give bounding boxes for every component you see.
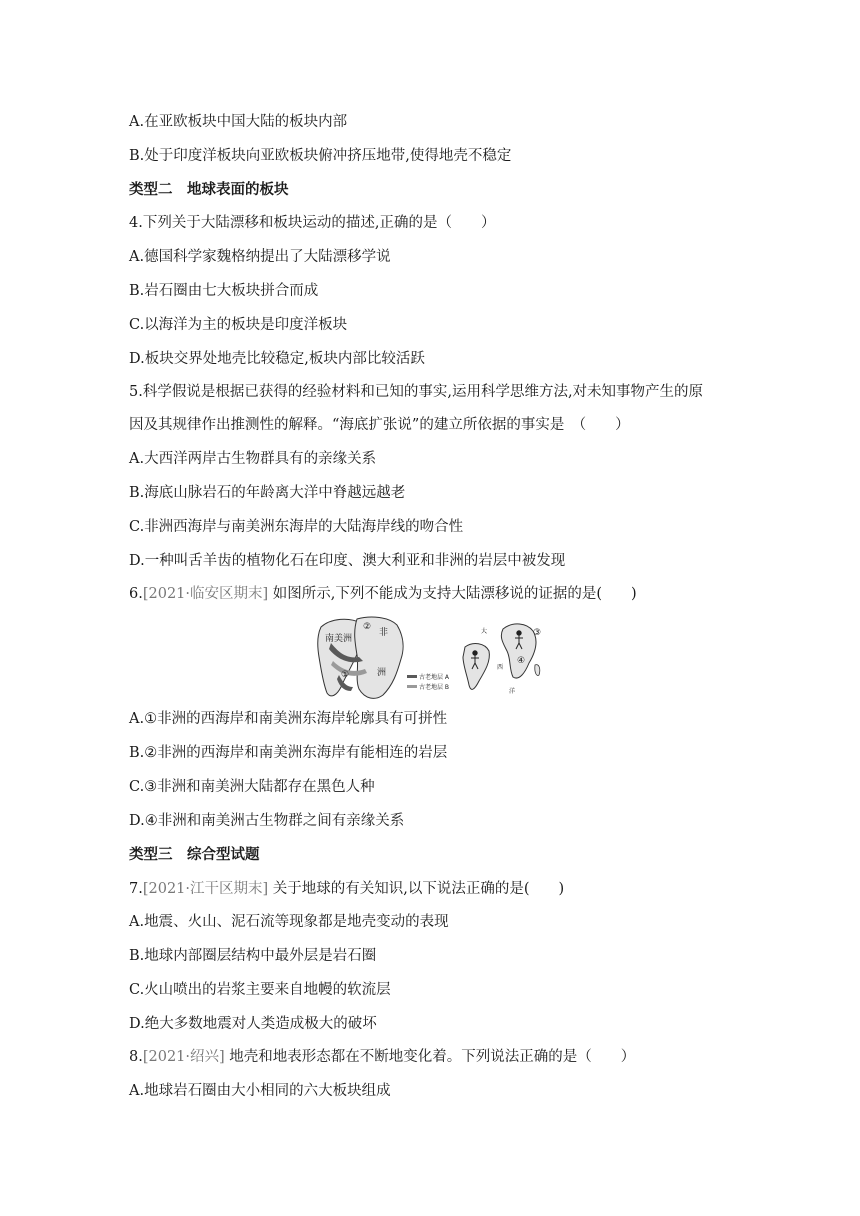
q5-option-d: D.一种叫舌羊齿的植物化石在印度、澳大利亚和非洲的岩层中被发现 (129, 553, 566, 569)
marker-1: ① (341, 670, 350, 680)
fitted-continents-panel (318, 617, 450, 698)
q8-source: [2021·绍兴] (142, 1049, 225, 1065)
label-africa-1: 非 (379, 628, 389, 638)
q4-option-c: C.以海洋为主的板块是印度洋板块 (129, 317, 348, 333)
q4-option-b: B.岩石圈由七大板块拼合而成 (129, 283, 319, 299)
q6-option-d: D.④非洲和南美洲古生物群之间有亲缘关系 (129, 813, 405, 829)
legend-a-label: 古老地层 A (419, 674, 450, 681)
legend-b-label: 古老地层 B (419, 684, 450, 691)
q6-stem (129, 584, 637, 604)
section-3-title: 类型三 综合型试题 (129, 847, 260, 863)
q8-option-a: A.地球岩石圈由大小相同的六大板块组成 (129, 1083, 391, 1099)
q3-option-b: B.处于印度洋板块向亚欧板块俯冲挤压地带,使得地壳不稳定 (129, 148, 512, 164)
madagascar-shape (535, 665, 540, 676)
q7-number: 7. (129, 881, 143, 897)
label-africa-2: 洲 (377, 668, 387, 678)
marker-3: ③ (533, 628, 542, 638)
q8-number: 8. (129, 1049, 143, 1065)
marker-4: ④ (517, 656, 526, 666)
q7-option-a: A.地震、火山、泥石流等现象都是地壳变动的表现 (129, 914, 449, 930)
section-2-title: 类型二 地球表面的板块 (129, 182, 289, 198)
q5-option-c: C.非洲西海岸与南美洲东海岸的大陆海岸线的吻合性 (129, 519, 464, 535)
q7-source: [2021·江干区期末] (142, 881, 269, 897)
q6-option-b: B.②非洲的西海岸和南美洲东海岸有能相连的岩层 (129, 745, 448, 761)
q8-stem (129, 1047, 635, 1067)
q5-option-a: A.大西洋两岸古生物群具有的亲缘关系 (129, 451, 377, 467)
q5-stem-line-1: 5.科学假说是根据已获得的经验材料和已知的事实,运用科学思维方法,对未知事物产生的原 (129, 384, 704, 400)
q6-option-a: A.①非洲的西海岸和南美洲东海岸轮廓具有可拼性 (129, 711, 448, 727)
q7-option-b: B.地球内部圈层结构中最外层是岩石圈 (129, 948, 377, 964)
q6-source: [2021·临安区期末] (142, 586, 269, 602)
q8-stem-text: 地壳和地表形态都在不断地变化着。下列说法正确的是（ ） (224, 1049, 636, 1065)
q3-option-a: A.在亚欧板块中国大陆的板块内部 (129, 114, 348, 130)
label-ocean-3: 洋 (509, 688, 516, 695)
q5-option-b: B.海底山脉岩石的年龄离大洋中脊越远越老 (129, 485, 406, 501)
q6-number: 6. (129, 586, 143, 602)
q7-option-d: D.绝大多数地震对人类造成极大的破坏 (129, 1016, 377, 1032)
continental-drift-map (313, 613, 549, 701)
q6-option-c: C.③非洲和南美洲大陆都存在黑色人种 (129, 779, 375, 795)
q7-option-c: C.火山喷出的岩浆主要来自地幔的软流层 (129, 982, 391, 998)
q6-stem-text: 如图所示,下列不能成为支持大陆漂移说的证据的是( ) (268, 586, 637, 602)
marker-2: ② (363, 622, 372, 632)
q7-stem (129, 879, 564, 899)
q4-option-a: A.德国科学家魏格纳提出了大陆漂移学说 (129, 249, 391, 265)
legend-b-swatch (407, 685, 417, 688)
q5-stem-line-2: 因及其规律作出推测性的解释。“海底扩张说”的建立所依据的事实是 （ ） (129, 417, 630, 433)
continental-drift-figure (313, 613, 549, 701)
legend-a-swatch (407, 675, 417, 678)
q7-stem-text: 关于地球的有关知识,以下说法正确的是( ) (268, 881, 565, 897)
q4-option-d: D.板块交界处地壳比较稳定,板块内部比较活跃 (129, 351, 425, 367)
q4-stem: 4.下列关于大陆漂移和板块运动的描述,正确的是（ ） (129, 215, 496, 231)
label-south-america: 南美洲 (325, 634, 353, 644)
label-ocean-1: 大 (481, 628, 488, 635)
atlantic-panel (463, 624, 541, 695)
label-ocean-2: 西 (497, 664, 504, 671)
